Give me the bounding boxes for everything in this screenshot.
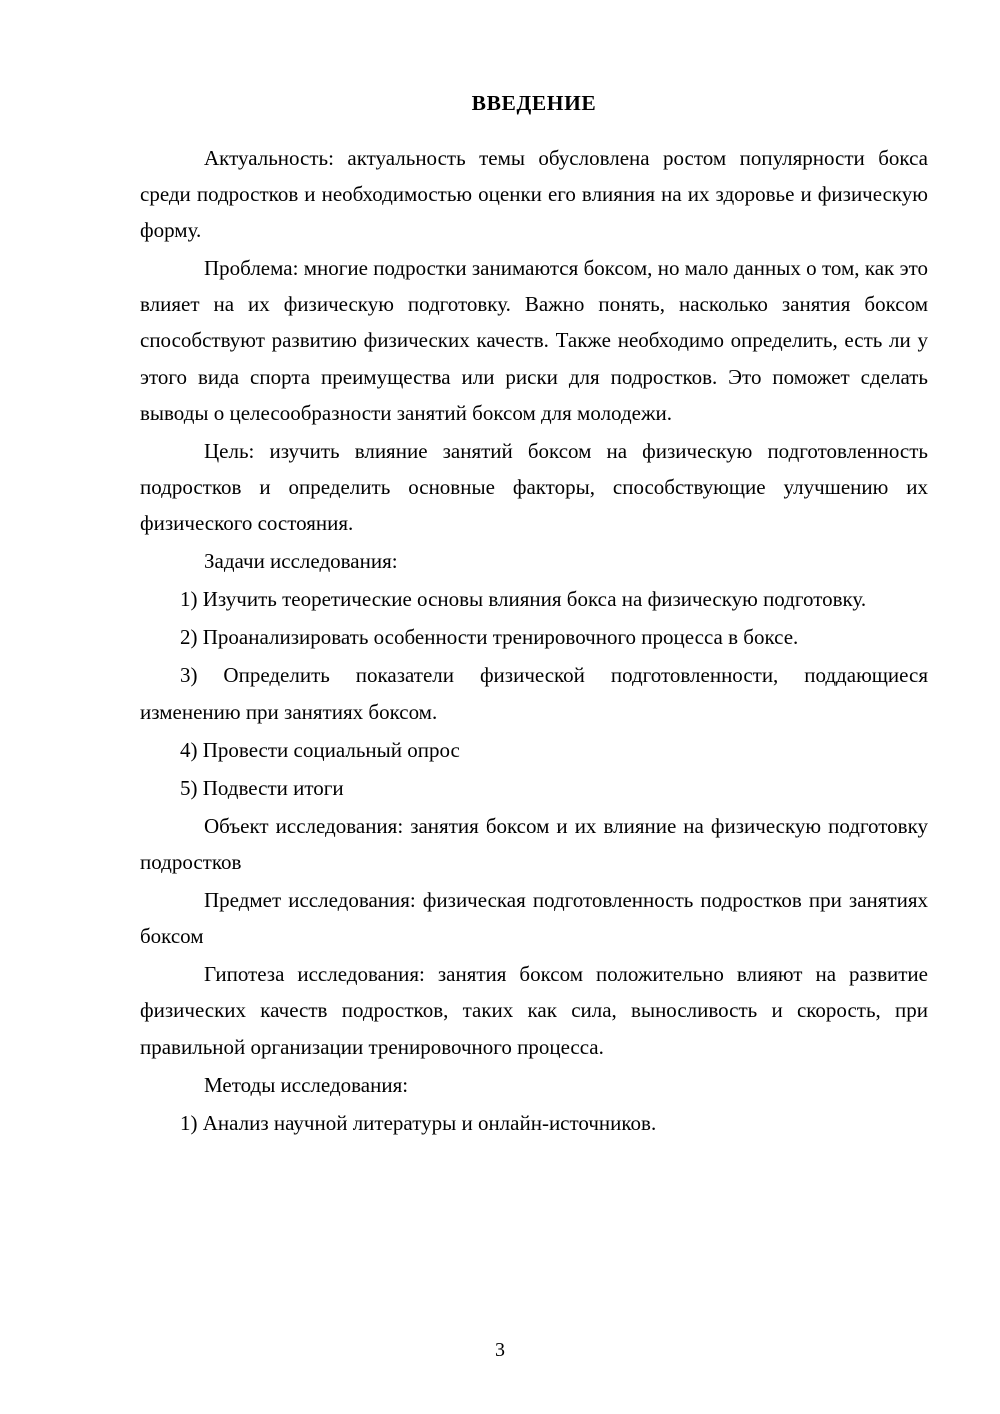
paragraph-subject: Предмет исследования: физическая подготовленность подростков при занятиях боксом <box>140 888 928 949</box>
paragraph-goal: Цель: изучить влияние занятий боксом на физическую подготовленность подростков и определить основные факторы, способствующие улучшению их физического состояния. <box>140 438 928 536</box>
paragraph-methods-heading: Методы исследования: <box>204 1072 409 1097</box>
paragraph-task-2: 2) Проанализировать особенности тренировочного процесса в боксе. <box>180 625 799 650</box>
paragraph-task-4: 4) Провести социальный опрос <box>180 737 460 762</box>
paragraph-object: Объект исследования: занятия боксом и их влияние на физическую подготовку подростков <box>140 813 928 875</box>
paragraph-task-1: 1) Изучить теоретические основы влияния бокса на физическую подготовку. <box>180 587 867 612</box>
paragraph-task-3: 3) Определить показатели физической подготовленности, поддающиеся изменению при занятиях боксом. <box>140 663 928 724</box>
document-body <box>140 140 928 1141</box>
paragraph-task-5: 5) Подвести итоги <box>180 775 344 800</box>
paragraph-relevance: Актуальность: актуальность темы обусловлена ростом популярности бокса среди подростков и необходимостью оценки его влияния на их здоровье и физическую форму. <box>140 145 928 243</box>
paragraph-problem: Проблема: многие подростки занимаются боксом, но мало данных о том, как это влияет на их физическую подготовку. Важно понять, насколько занятия боксом способствуют развитию физических качеств. Также необходимо определить, есть ли у этого вида спорта преимущества или риски для подростков. Это поможет сделать выводы о целесообразности занятий боксом для молодежи. <box>140 256 928 425</box>
page-number: 3 <box>495 1339 505 1361</box>
paragraph-hypothesis: Гипотеза исследования: занятия боксом положительно влияют на развитие физических качеств подростков, таких как сила, выносливость и скорость, при правильной организации тренировочного процесса. <box>140 962 928 1059</box>
paragraph-method-1: 1) Анализ научной литературы и онлайн-источников. <box>180 1110 657 1135</box>
paragraph-tasks-heading: Задачи исследования: <box>204 549 398 574</box>
page-title: ВВЕДЕНИЕ <box>471 91 597 115</box>
